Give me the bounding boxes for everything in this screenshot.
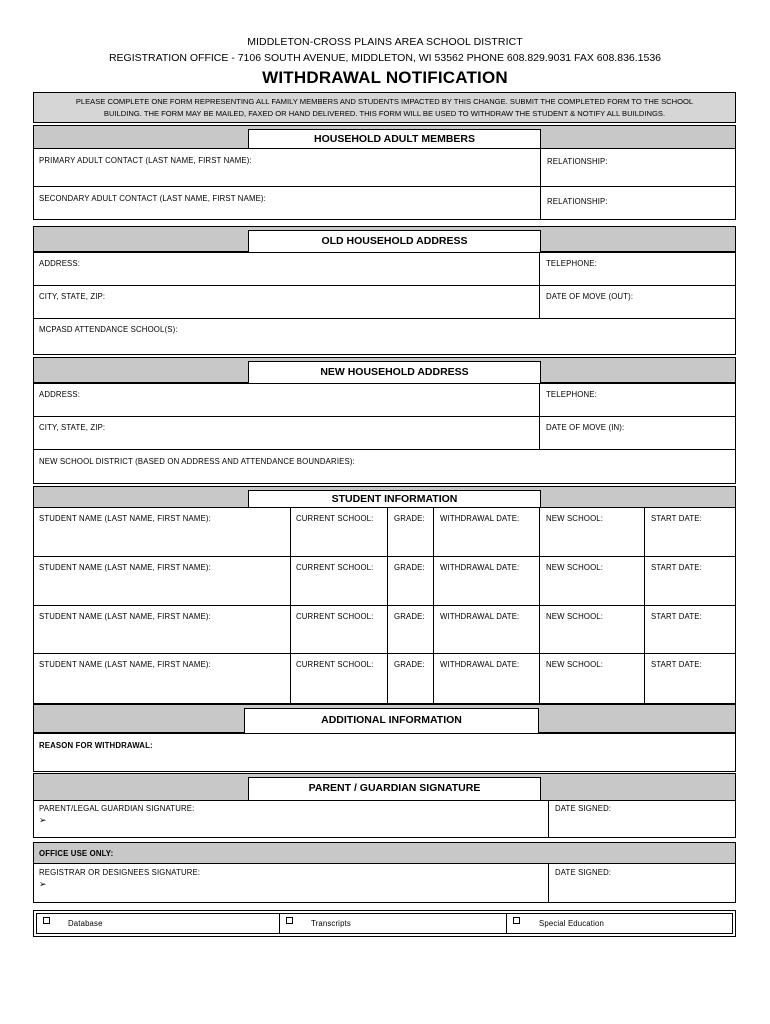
- signature-title: PARENT / GUARDIAN SIGNATURE: [248, 777, 541, 801]
- start-date-label: START DATE:: [651, 514, 702, 523]
- arrow-icon: ➢: [39, 815, 47, 825]
- grade-label: GRADE:: [394, 514, 425, 523]
- reason-label: REASON FOR WITHDRAWAL:: [39, 741, 153, 750]
- withdrawal-date-field[interactable]: [433, 507, 540, 557]
- relationship-label: RELATIONSHIP:: [547, 157, 608, 166]
- parent-signature-field[interactable]: [33, 800, 549, 838]
- grade-field[interactable]: [387, 653, 434, 704]
- old-city-field[interactable]: [33, 285, 540, 319]
- grade-label: GRADE:: [394, 563, 425, 572]
- attendance-schools-field[interactable]: [33, 318, 736, 355]
- new-school-label: NEW SCHOOL:: [546, 514, 604, 523]
- reason-field[interactable]: [33, 733, 736, 772]
- new-school-label: NEW SCHOOL:: [546, 612, 604, 621]
- new-district-label: NEW SCHOOL DISTRICT (BASED ON ADDRESS AND ATTENDANCE BOUNDARIES):: [39, 457, 355, 466]
- grade-field[interactable]: [387, 556, 434, 606]
- instructions-line-2: BUILDING. THE FORM MAY BE MAILED, FAXED OR HAND DELIVERED. THIS FORM WILL BE USED TO WITHDRAW THE STUDENT & NOTIFY ALL BUILDINGS.: [103, 109, 666, 118]
- current-school-label: CURRENT SCHOOL:: [296, 612, 374, 621]
- office-checkbox-inner: [36, 913, 733, 934]
- student-name-field[interactable]: [33, 556, 291, 606]
- start-date-label: START DATE:: [651, 660, 702, 669]
- additional-info-title: ADDITIONAL INFORMATION: [244, 708, 539, 733]
- household-adults-title: HOUSEHOLD ADULT MEMBERS: [248, 129, 541, 149]
- student-name-field[interactable]: [33, 653, 291, 704]
- student-info-title: STUDENT INFORMATION: [248, 490, 541, 508]
- registrar-signature-field[interactable]: [33, 863, 549, 903]
- start-date-field[interactable]: [644, 556, 736, 606]
- current-school-label: CURRENT SCHOOL:: [296, 563, 374, 572]
- transcripts-checkbox[interactable]: [286, 917, 293, 924]
- date-signed-label: DATE SIGNED:: [555, 868, 612, 877]
- parent-date-field[interactable]: [548, 800, 736, 838]
- start-date-field[interactable]: [644, 653, 736, 704]
- date-signed-label: DATE SIGNED:: [555, 804, 612, 813]
- district-name: MIDDLETON-CROSS PLAINS AREA SCHOOL DISTRICT: [247, 36, 523, 48]
- old-move-date-field[interactable]: [539, 285, 736, 319]
- old-move-date-label: DATE OF MOVE (OUT):: [546, 292, 634, 301]
- student-name-field[interactable]: [33, 605, 291, 654]
- start-date-label: START DATE:: [651, 563, 702, 572]
- additional-info-header: [33, 704, 736, 733]
- new-address-header: [33, 357, 736, 383]
- old-city-label: CITY, STATE, ZIP:: [39, 292, 106, 301]
- new-address-field[interactable]: [33, 383, 540, 417]
- old-telephone-field[interactable]: [539, 252, 736, 286]
- primary-adult-field[interactable]: [33, 148, 541, 187]
- student-name-field[interactable]: [33, 507, 291, 557]
- current-school-field[interactable]: [290, 653, 388, 704]
- secondary-adult-field[interactable]: [33, 186, 541, 220]
- start-date-field[interactable]: [644, 507, 736, 557]
- transcripts-label: Transcripts: [311, 919, 351, 928]
- new-address-title: NEW HOUSEHOLD ADDRESS: [248, 361, 541, 383]
- current-school-field[interactable]: [290, 507, 388, 557]
- new-school-field[interactable]: [539, 556, 645, 606]
- withdrawal-date-label: WITHDRAWAL DATE:: [440, 660, 520, 669]
- database-cell: [37, 914, 280, 933]
- start-date-field[interactable]: [644, 605, 736, 654]
- old-address-label: ADDRESS:: [39, 259, 81, 268]
- arrow-icon: ➢: [39, 879, 47, 889]
- new-telephone-label: TELEPHONE:: [546, 390, 597, 399]
- transcripts-cell: [280, 914, 507, 933]
- new-city-field[interactable]: [33, 416, 540, 450]
- secondary-adult-label: SECONDARY ADULT CONTACT (LAST NAME, FIRST NAME):: [39, 194, 266, 203]
- new-school-label: NEW SCHOOL:: [546, 660, 604, 669]
- new-move-date-label: DATE OF MOVE (IN):: [546, 423, 625, 432]
- office-use-title: OFFICE USE ONLY:: [39, 849, 114, 858]
- current-school-label: CURRENT SCHOOL:: [296, 514, 374, 523]
- signature-header: [33, 773, 736, 801]
- office-use-header: [33, 842, 736, 864]
- withdrawal-date-label: WITHDRAWAL DATE:: [440, 612, 520, 621]
- instructions-line-1: PLEASE COMPLETE ONE FORM REPRESENTING ALL FAMILY MEMBERS AND STUDENTS IMPACTED BY THIS CHANGE. SUBMIT THE COMPLETED FORM TO THE SCHOOL: [75, 97, 694, 106]
- withdrawal-date-field[interactable]: [433, 605, 540, 654]
- parent-signature-label: PARENT/LEGAL GUARDIAN SIGNATURE:: [39, 804, 195, 813]
- current-school-label: CURRENT SCHOOL:: [296, 660, 374, 669]
- registrar-signature-label: REGISTRAR OR DESIGNEES SIGNATURE:: [39, 868, 201, 877]
- form-title: WITHDRAWAL NOTIFICATION: [262, 68, 508, 87]
- old-address-field[interactable]: [33, 252, 540, 286]
- student-name-label: STUDENT NAME (LAST NAME, FIRST NAME):: [39, 514, 211, 523]
- special-education-cell: [507, 914, 732, 933]
- student-name-label: STUDENT NAME (LAST NAME, FIRST NAME):: [39, 660, 211, 669]
- household-adults-header: [33, 125, 736, 149]
- special-education-checkbox[interactable]: [513, 917, 520, 924]
- new-city-label: CITY, STATE, ZIP:: [39, 423, 106, 432]
- new-move-date-field[interactable]: [539, 416, 736, 450]
- grade-field[interactable]: [387, 507, 434, 557]
- database-checkbox[interactable]: [43, 917, 50, 924]
- withdrawal-date-label: WITHDRAWAL DATE:: [440, 514, 520, 523]
- old-address-header: [33, 226, 736, 252]
- new-school-field[interactable]: [539, 507, 645, 557]
- office-contact-line: REGISTRATION OFFICE - 7106 SOUTH AVENUE, MIDDLETON, WI 53562 PHONE 608.829.9031 FAX 608.836.1536: [108, 52, 662, 64]
- student-info-header: [33, 486, 736, 508]
- current-school-field[interactable]: [290, 605, 388, 654]
- attendance-schools-label: MCPASD ATTENDANCE SCHOOL(S):: [39, 325, 178, 334]
- grade-label: GRADE:: [394, 660, 425, 669]
- new-school-field[interactable]: [539, 605, 645, 654]
- withdrawal-date-field[interactable]: [433, 556, 540, 606]
- grade-field[interactable]: [387, 605, 434, 654]
- office-checkbox-row: [33, 910, 736, 937]
- old-address-title: OLD HOUSEHOLD ADDRESS: [248, 230, 541, 252]
- student-name-label: STUDENT NAME (LAST NAME, FIRST NAME):: [39, 612, 211, 621]
- grade-label: GRADE:: [394, 612, 425, 621]
- student-name-label: STUDENT NAME (LAST NAME, FIRST NAME):: [39, 563, 211, 572]
- relationship-label: RELATIONSHIP:: [547, 197, 608, 206]
- old-telephone-label: TELEPHONE:: [546, 259, 597, 268]
- registrar-date-field[interactable]: [548, 863, 736, 903]
- secondary-relationship-field[interactable]: [540, 186, 736, 220]
- special-education-label: Special Education: [539, 919, 604, 928]
- new-school-label: NEW SCHOOL:: [546, 563, 604, 572]
- start-date-label: START DATE:: [651, 612, 702, 621]
- primary-relationship-field[interactable]: [540, 148, 736, 187]
- new-school-field[interactable]: [539, 653, 645, 704]
- withdrawal-date-label: WITHDRAWAL DATE:: [440, 563, 520, 572]
- database-label: Database: [68, 919, 103, 928]
- new-address-label: ADDRESS:: [39, 390, 81, 399]
- withdrawal-date-field[interactable]: [433, 653, 540, 704]
- new-district-field[interactable]: [33, 449, 736, 484]
- new-telephone-field[interactable]: [539, 383, 736, 417]
- current-school-field[interactable]: [290, 556, 388, 606]
- primary-adult-label: PRIMARY ADULT CONTACT (LAST NAME, FIRST NAME):: [39, 156, 252, 165]
- instructions-banner: [33, 92, 736, 123]
